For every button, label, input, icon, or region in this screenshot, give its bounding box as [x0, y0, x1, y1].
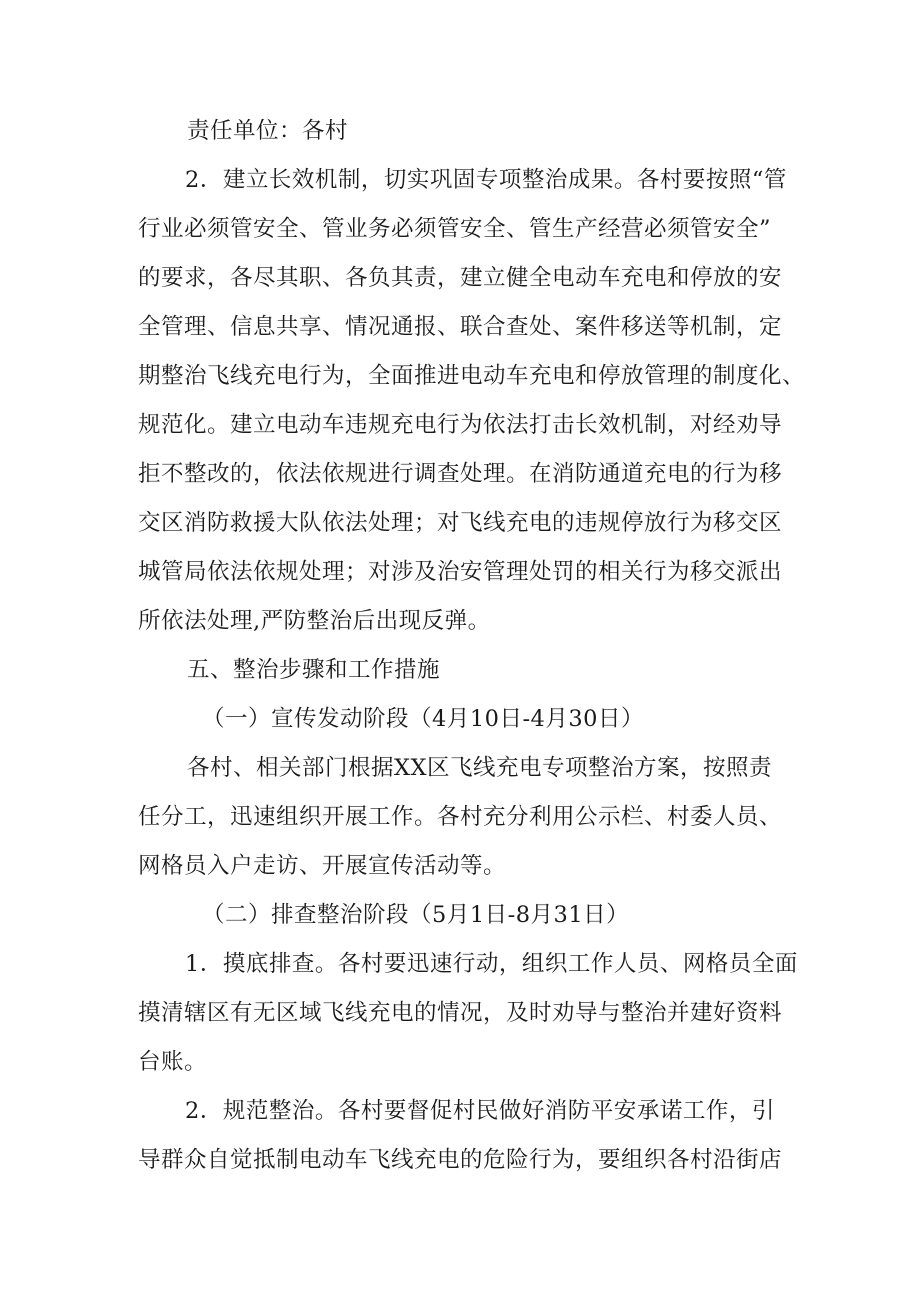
- paragraph-line: 台账。: [138, 1049, 208, 1075]
- paragraph-line: 导群众自觉抵制电动车飞线充电的危险行为，要组织各村沿街店: [138, 1147, 783, 1173]
- subsection-heading: （二）排查整治阶段（5月1日-8月31日）: [202, 902, 630, 928]
- paragraph-line: 摸清辖区有无区域飞线充电的情况，及时劝导与整治并建好资料: [138, 1000, 783, 1026]
- section-heading: 五、整治步骤和工作措施: [187, 657, 441, 683]
- paragraph-line: 1．摸底排查。各村要迅速行动，组织工作人员、网格员全面: [185, 951, 798, 977]
- paragraph-line: 拒不整改的，依法依规进行调查处理。在消防通道充电的行为移: [138, 461, 783, 487]
- paragraph-line: 所依法处理,严防整治后出现反弹。: [138, 608, 491, 634]
- paragraph-line: 2．建立长效机制，切实巩固专项整治成果。各村要按照“管: [185, 167, 787, 193]
- paragraph-line: 规范化。建立电动车违规充电行为依法打击长效机制，对经劝导: [138, 412, 783, 438]
- subsection-heading: （一）宣传发动阶段（4月10日-4月30日）: [202, 706, 644, 732]
- paragraph-line: 责任单位：各村: [187, 118, 349, 144]
- paragraph-line: 2．规范整治。各村要督促村民做好消防平安承诺工作，引: [185, 1098, 775, 1124]
- paragraph-line: 期整治飞线充电行为，全面推进电动车充电和停放管理的制度化、: [138, 363, 806, 389]
- paragraph-line: 网格员入户走访、开展宣传活动等。: [138, 853, 507, 879]
- paragraph-line: 的要求，各尽其职、各负其责，建立健全电动车充电和停放的安: [138, 265, 783, 291]
- paragraph-line: 任分工，迅速组织开展工作。各村充分利用公示栏、村委人员、: [138, 804, 783, 830]
- paragraph-line: 全管理、信息共享、情况通报、联合查处、案件移送等机制，定: [138, 314, 783, 340]
- paragraph-line: 各村、相关部门根据XX区飞线充电专项整治方案，按照责: [187, 755, 773, 781]
- paragraph-line: 城管局依法依规处理；对涉及治安管理处罚的相关行为移交派出: [138, 559, 783, 585]
- paragraph-line: 交区消防救援大队依法处理；对飞线充电的违规停放行为移交区: [138, 510, 783, 536]
- paragraph-line: 行业必须管安全、管业务必须管安全、管生产经营必须管安全”: [138, 216, 772, 242]
